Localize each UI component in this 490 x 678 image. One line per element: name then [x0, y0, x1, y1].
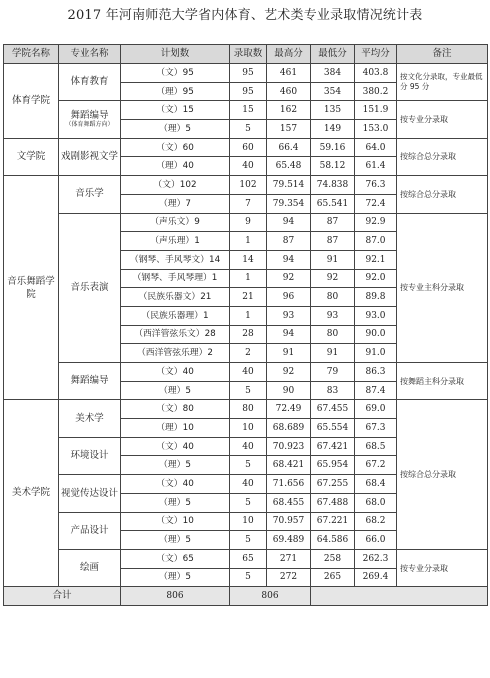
plan-cell: （文）80: [121, 400, 230, 419]
header-college: 学院名称: [4, 45, 59, 64]
avg-score-cell: 153.0: [355, 120, 397, 139]
admitted-cell: 1: [230, 269, 267, 288]
plan-cell: （西洋管弦乐理）2: [121, 344, 230, 363]
avg-score-cell: 92.1: [355, 250, 397, 269]
min-score-cell: 91: [311, 250, 355, 269]
admitted-cell: 40: [230, 475, 267, 494]
min-score-cell: 64.586: [311, 531, 355, 550]
total-admitted: 806: [230, 587, 311, 606]
table-row: [4, 101, 488, 120]
max-score-cell: 94: [267, 250, 311, 269]
major-name: 产品设计: [70, 524, 109, 536]
max-score-cell: 162: [267, 101, 311, 120]
plan-cell: （理）5: [121, 120, 230, 139]
max-score-cell: 65.48: [267, 157, 311, 176]
admitted-cell: 7: [230, 194, 267, 213]
table-row: [4, 549, 488, 568]
min-score-cell: 67.488: [311, 493, 355, 512]
major-name: 戏剧影视文学: [60, 151, 118, 163]
table-row: [4, 400, 488, 419]
admitted-cell: 40: [230, 363, 267, 382]
admitted-cell: 9: [230, 213, 267, 232]
plan-cell: （声乐文）9: [121, 213, 230, 232]
major-name: 美术学: [75, 412, 104, 424]
avg-score-cell: 90.0: [355, 325, 397, 344]
admitted-cell: 21: [230, 288, 267, 307]
min-score-cell: 92: [311, 269, 355, 288]
max-score-cell: 70.923: [267, 437, 311, 456]
total-row: [4, 587, 488, 606]
max-score-cell: 272: [267, 568, 311, 587]
header-notes: 备注: [397, 45, 488, 64]
max-score-cell: 271: [267, 549, 311, 568]
major-cell: [59, 64, 121, 101]
major-cell: [59, 363, 121, 400]
table-row: [4, 64, 488, 83]
notes-cell: 按专业分录取: [397, 101, 488, 138]
major-cell: [59, 512, 121, 549]
min-score-cell: 74.838: [311, 176, 355, 195]
total-empty: [311, 587, 488, 606]
avg-score-cell: 269.4: [355, 568, 397, 587]
min-score-cell: 384: [311, 64, 355, 83]
major-cell: [59, 176, 121, 213]
avg-score-cell: 69.0: [355, 400, 397, 419]
min-score-cell: 265: [311, 568, 355, 587]
admitted-cell: 95: [230, 64, 267, 83]
avg-score-cell: 380.2: [355, 82, 397, 101]
max-score-cell: 68.455: [267, 493, 311, 512]
avg-score-cell: 86.3: [355, 363, 397, 382]
notes-cell: 按综合总分录取: [397, 138, 488, 175]
header-max: 最高分: [267, 45, 311, 64]
plan-cell: （文）65: [121, 549, 230, 568]
min-score-cell: 65.954: [311, 456, 355, 475]
admitted-cell: 65: [230, 549, 267, 568]
avg-score-cell: 89.8: [355, 288, 397, 307]
min-score-cell: 67.255: [311, 475, 355, 494]
header-avg: 平均分: [355, 45, 397, 64]
avg-score-cell: 76.3: [355, 176, 397, 195]
plan-cell: （文）15: [121, 101, 230, 120]
admitted-cell: 5: [230, 120, 267, 139]
notes-cell: 按专业分录取: [397, 549, 488, 586]
avg-score-cell: 68.0: [355, 493, 397, 512]
major-subtitle: （体育舞蹈方向）: [65, 121, 114, 129]
major-cell: [59, 213, 121, 363]
max-score-cell: 92: [267, 269, 311, 288]
plan-cell: （民族乐器文）21: [121, 288, 230, 307]
max-score-cell: 96: [267, 288, 311, 307]
admitted-cell: 14: [230, 250, 267, 269]
max-score-cell: 68.421: [267, 456, 311, 475]
major-cell: [59, 475, 121, 512]
max-score-cell: 90: [267, 381, 311, 400]
min-score-cell: 58.12: [311, 157, 355, 176]
major-name: 体育教育: [70, 76, 109, 88]
avg-score-cell: 61.4: [355, 157, 397, 176]
min-score-cell: 65.541: [311, 194, 355, 213]
plan-cell: （文）95: [121, 64, 230, 83]
plan-cell: （民族乐器理）1: [121, 306, 230, 325]
plan-cell: （文）40: [121, 475, 230, 494]
plan-cell: （西洋管弦乐文）28: [121, 325, 230, 344]
min-score-cell: 91: [311, 344, 355, 363]
major-cell: [59, 138, 121, 175]
major-name: 环境设计: [70, 449, 109, 461]
max-score-cell: 79.354: [267, 194, 311, 213]
header-plan: 计划数: [121, 45, 230, 64]
college-cell: 音乐舞蹈学院: [4, 176, 59, 400]
total-plan: 806: [121, 587, 230, 606]
avg-score-cell: 92.0: [355, 269, 397, 288]
max-score-cell: 71.656: [267, 475, 311, 494]
notes-cell: 按文化分录取，专业最低分 95 分: [397, 64, 488, 101]
avg-score-cell: 91.0: [355, 344, 397, 363]
avg-score-cell: 68.5: [355, 437, 397, 456]
admitted-cell: 5: [230, 456, 267, 475]
major-name: 舞蹈编导: [70, 110, 109, 122]
min-score-cell: 80: [311, 325, 355, 344]
major-cell: [59, 437, 121, 474]
page-title: 2017 年河南师范大学省内体育、艺术类专业录取情况统计表: [67, 8, 423, 23]
max-score-cell: 68.689: [267, 419, 311, 438]
college-cell: 美术学院: [4, 400, 59, 587]
min-score-cell: 87: [311, 232, 355, 251]
major-name: 音乐表演: [70, 281, 109, 293]
major-cell: [59, 101, 121, 138]
major-name: 音乐学: [75, 188, 104, 200]
plan-cell: （理）5: [121, 568, 230, 587]
max-score-cell: 92: [267, 363, 311, 382]
admitted-cell: 80: [230, 400, 267, 419]
admitted-cell: 2: [230, 344, 267, 363]
avg-score-cell: 87.0: [355, 232, 397, 251]
avg-score-cell: 67.2: [355, 456, 397, 475]
plan-cell: （理）10: [121, 419, 230, 438]
max-score-cell: 94: [267, 325, 311, 344]
table-row: [4, 213, 488, 232]
min-score-cell: 65.554: [311, 419, 355, 438]
plan-cell: （理）7: [121, 194, 230, 213]
max-score-cell: 91: [267, 344, 311, 363]
major-cell: [59, 400, 121, 437]
min-score-cell: 67.221: [311, 512, 355, 531]
min-score-cell: 59.16: [311, 138, 355, 157]
max-score-cell: 69.489: [267, 531, 311, 550]
table-row: [4, 363, 488, 382]
admitted-cell: 5: [230, 381, 267, 400]
college-cell: 体育学院: [4, 64, 59, 139]
header-min: 最低分: [311, 45, 355, 64]
header-row: [4, 45, 488, 64]
admitted-cell: 15: [230, 101, 267, 120]
notes-cell: 按综合总分录取: [397, 400, 488, 550]
plan-cell: （文）40: [121, 437, 230, 456]
plan-cell: （文）102: [121, 176, 230, 195]
admitted-cell: 28: [230, 325, 267, 344]
max-score-cell: 72.49: [267, 400, 311, 419]
max-score-cell: 79.514: [267, 176, 311, 195]
avg-score-cell: 72.4: [355, 194, 397, 213]
avg-score-cell: 93.0: [355, 306, 397, 325]
plan-cell: （文）60: [121, 138, 230, 157]
header-major: 专业名称: [59, 45, 121, 64]
min-score-cell: 79: [311, 363, 355, 382]
admitted-cell: 10: [230, 512, 267, 531]
major-name: 舞蹈编导: [70, 375, 109, 387]
max-score-cell: 87: [267, 232, 311, 251]
min-score-cell: 354: [311, 82, 355, 101]
plan-cell: （钢琴、手风琴文）14: [121, 250, 230, 269]
plan-cell: （理）5: [121, 531, 230, 550]
admitted-cell: 102: [230, 176, 267, 195]
max-score-cell: 461: [267, 64, 311, 83]
min-score-cell: 80: [311, 288, 355, 307]
min-score-cell: 135: [311, 101, 355, 120]
avg-score-cell: 403.8: [355, 64, 397, 83]
admitted-cell: 10: [230, 419, 267, 438]
min-score-cell: 83: [311, 381, 355, 400]
min-score-cell: 258: [311, 549, 355, 568]
admitted-cell: 1: [230, 232, 267, 251]
avg-score-cell: 87.4: [355, 381, 397, 400]
plan-cell: （理）5: [121, 381, 230, 400]
avg-score-cell: 262.3: [355, 549, 397, 568]
avg-score-cell: 68.2: [355, 512, 397, 531]
admitted-cell: 40: [230, 157, 267, 176]
plan-cell: （声乐理）1: [121, 232, 230, 251]
table-row: [4, 176, 488, 195]
college-cell: 文学院: [4, 138, 59, 175]
plan-cell: （文）40: [121, 363, 230, 382]
max-score-cell: 70.957: [267, 512, 311, 531]
table-row: [4, 138, 488, 157]
avg-score-cell: 67.3: [355, 419, 397, 438]
max-score-cell: 93: [267, 306, 311, 325]
plan-cell: （理）40: [121, 157, 230, 176]
notes-cell: 按综合总分录取: [397, 176, 488, 213]
max-score-cell: 157: [267, 120, 311, 139]
avg-score-cell: 92.9: [355, 213, 397, 232]
avg-score-cell: 64.0: [355, 138, 397, 157]
plan-cell: （理）5: [121, 493, 230, 512]
notes-cell: 按舞蹈主科分录取: [397, 363, 488, 400]
min-score-cell: 87: [311, 213, 355, 232]
header-admitted: 录取数: [230, 45, 267, 64]
avg-score-cell: 68.4: [355, 475, 397, 494]
min-score-cell: 67.455: [311, 400, 355, 419]
total-label: 合计: [4, 587, 121, 606]
notes-cell: 按专业主科分录取: [397, 213, 488, 363]
admitted-cell: 95: [230, 82, 267, 101]
plan-cell: （理）5: [121, 456, 230, 475]
min-score-cell: 67.421: [311, 437, 355, 456]
plan-cell: （钢琴、手风琴理）1: [121, 269, 230, 288]
admission-table: [3, 44, 488, 606]
avg-score-cell: 151.9: [355, 101, 397, 120]
major-cell: [59, 549, 121, 586]
plan-cell: （理）95: [121, 82, 230, 101]
avg-score-cell: 66.0: [355, 531, 397, 550]
admitted-cell: 60: [230, 138, 267, 157]
major-name: 绘画: [79, 562, 99, 574]
admitted-cell: 5: [230, 568, 267, 587]
max-score-cell: 66.4: [267, 138, 311, 157]
admitted-cell: 40: [230, 437, 267, 456]
min-score-cell: 149: [311, 120, 355, 139]
max-score-cell: 460: [267, 82, 311, 101]
admitted-cell: 5: [230, 493, 267, 512]
plan-cell: （文）10: [121, 512, 230, 531]
admitted-cell: 1: [230, 306, 267, 325]
admitted-cell: 5: [230, 531, 267, 550]
min-score-cell: 93: [311, 306, 355, 325]
major-name: 视觉传达设计: [60, 487, 118, 499]
max-score-cell: 94: [267, 213, 311, 232]
